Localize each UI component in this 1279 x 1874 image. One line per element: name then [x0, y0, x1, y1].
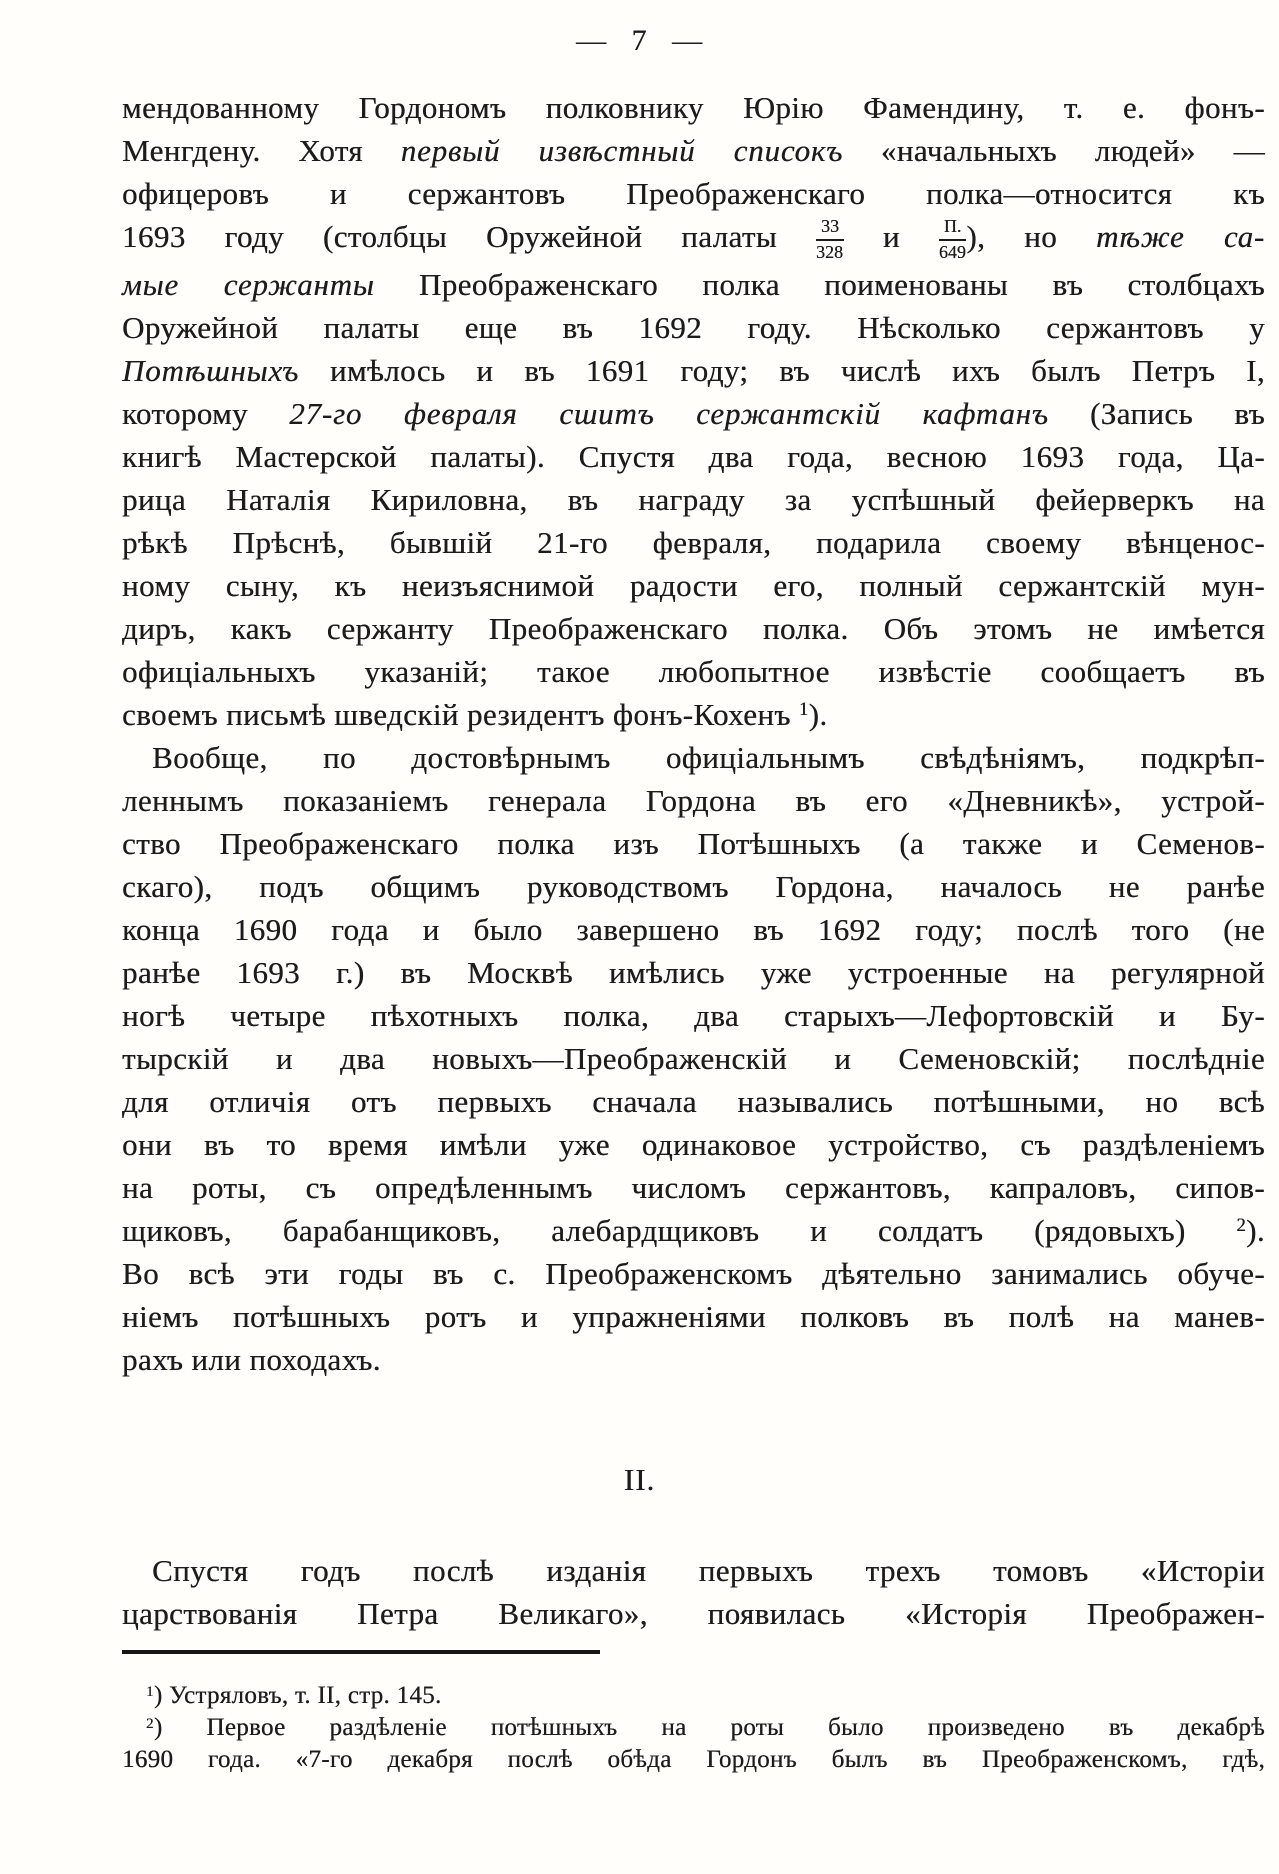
text-run: рица Наталія Кириловна, въ награду за успѣшный фейерверкъ на: [122, 481, 1265, 517]
text-run: ство Преображенскаго полка изъ Потѣшныхъ (а также и Семенов-: [122, 825, 1265, 861]
paragraph: [122, 736, 1265, 1381]
text-run: 1690 года. «7-го декабря послѣ обѣда Гордонъ былъ въ Преображенскомъ, гдѣ,: [122, 1746, 1265, 1773]
footnote-marker: 1: [146, 1683, 154, 1700]
text-line: [122, 1123, 1265, 1166]
text-line: [122, 1744, 1265, 1776]
italic-text: первый извѣстный списокъ: [400, 133, 844, 168]
text-line: [122, 349, 1265, 392]
text-line: [122, 1080, 1265, 1123]
text-line: [122, 1166, 1265, 1209]
paragraph: [122, 1712, 1265, 1776]
text-line: [122, 650, 1265, 693]
text-run: ), но: [966, 219, 1097, 254]
main-text: [122, 86, 1265, 1381]
text-line: [122, 521, 1265, 564]
text-run: 1693 году (столбцы Оружейной палаты: [122, 219, 816, 254]
text-run: ранѣе 1693 г.) въ Москвѣ имѣлись уже устроенные на регулярной: [122, 954, 1265, 990]
text-run: скаго), подъ общимъ руководствомъ Гордона, началось не ранѣе: [122, 868, 1265, 904]
footnote-divider: [122, 1650, 600, 1654]
text-line: [122, 779, 1265, 822]
text-line: [122, 736, 1265, 779]
text-run: Во всѣ эти годы въ с. Преображенскомъ дѣятельно занимались обуче-: [122, 1255, 1265, 1291]
italic-text: тѣже са-: [1096, 219, 1265, 254]
footnote-marker: 2: [146, 1715, 154, 1732]
text-run: ному сыну, къ неизъяснимой радости его, полный сержантскій мун-: [122, 567, 1265, 603]
text-run: леннымъ показаніемъ генерала Гордона въ его «Дневникѣ», устрой-: [122, 782, 1265, 818]
italic-text: мые сержанты: [122, 266, 375, 302]
footnote-marker: 2: [1236, 1215, 1247, 1237]
text-line: [122, 607, 1265, 650]
text-line: [122, 215, 1265, 263]
footnotes: [122, 1680, 1265, 1776]
text-line: [122, 172, 1265, 215]
text-line: [122, 1592, 1265, 1635]
text-run: «начальныхъ людей» —: [843, 133, 1266, 168]
paragraph: [122, 86, 1265, 736]
text-run: диръ, какъ сержанту Преображенскаго полка. Объ этомъ не имѣется: [122, 610, 1265, 646]
archive-column-fraction: $\frac{П.}{649}$: [938, 216, 966, 262]
paragraph: [122, 1549, 1265, 1635]
text-line: [122, 908, 1265, 951]
text-run: ногѣ четыре пѣхотныхъ полка, два старыхъ—Лефортовскій и Бу-: [122, 997, 1265, 1033]
text-run: царствованія Петра Великаго», появилась «Исторія Преображен-: [122, 1596, 1265, 1631]
text-line: [122, 435, 1265, 478]
text-run: книгѣ Мастерской палаты). Спустя два года, весною 1693 года, Ца-: [122, 438, 1265, 474]
text-line: [122, 306, 1265, 349]
text-line: [122, 263, 1265, 306]
italic-text: Потѣшныхъ: [122, 352, 300, 388]
footnote-marker: 1: [798, 699, 809, 721]
text-line: [122, 1712, 1265, 1744]
text-run: ).: [1246, 1212, 1265, 1248]
text-run: мендованному Гордономъ полковнику Юрію Фамендину, т. е. фонъ-: [122, 90, 1265, 125]
text-run: Преображенскаго полка поименованы въ столбцахъ: [374, 266, 1265, 302]
text-line: [122, 994, 1265, 1037]
text-run: Оружейной палаты еще въ 1692 году. Нѣсколько сержантовъ у: [122, 309, 1265, 345]
page-number-header: — 7 —: [576, 24, 703, 57]
text-run: щиковъ, барабанщиковъ, алебардщиковъ и солдатъ (рядовыхъ): [122, 1212, 1237, 1248]
text-run: конца 1690 года и было завершено въ 1692 году; послѣ того (не: [122, 911, 1265, 947]
text-run: ).: [808, 696, 828, 732]
text-line: [122, 86, 1265, 129]
text-run: ніемъ потѣшныхъ ротъ и упражненіями полковъ въ полѣ на манев-: [122, 1298, 1265, 1334]
text-run: Менгдену. Хотя: [122, 133, 401, 168]
italic-text: 27-го февраля сшитъ сержантскій кафтанъ: [289, 395, 1049, 431]
text-run: на роты, съ опредѣленнымъ числомъ сержантовъ, капраловъ, сипов-: [122, 1169, 1265, 1205]
text-line: [122, 1680, 1265, 1712]
text-run: имѣлось и въ 1691 году; въ числѣ ихъ былъ Петръ I,: [299, 352, 1265, 388]
text-line: [122, 822, 1265, 865]
text-line: [122, 1252, 1265, 1295]
text-run: Спустя годъ послѣ изданія первыхъ трехъ томовъ «Исторіи: [152, 1553, 1265, 1588]
text-line: [122, 1549, 1265, 1592]
text-line: [122, 1295, 1265, 1338]
text-run: рахъ или походахъ.: [122, 1341, 381, 1377]
text-line: [122, 1338, 1265, 1381]
text-run: Вообще, по достовѣрнымъ офиціальнымъ свѣдѣніямъ, подкрѣп-: [152, 739, 1265, 775]
text-run: (Запись въ: [1048, 395, 1266, 431]
text-line: [122, 865, 1265, 908]
text-line: [122, 478, 1265, 521]
text-run: офиціальныхъ указаній; такое любопытное извѣстіе сообщаетъ въ: [122, 653, 1265, 689]
text-run: ) Первое раздѣленіе потѣшныхъ на роты было произведено въ декабрѣ: [153, 1714, 1265, 1741]
paragraph: [122, 1680, 1265, 1712]
section-heading: II.: [623, 1462, 656, 1497]
text-run: офицеровъ и сержантовъ Преображенскаго полка—относится къ: [122, 176, 1265, 211]
text-line: [122, 129, 1265, 172]
text-run: для отличія отъ первыхъ сначала назывались потѣшными, но всѣ: [122, 1083, 1265, 1119]
text-run: и: [843, 219, 939, 254]
text-line: [122, 693, 1265, 736]
section-text: [122, 1549, 1265, 1635]
archive-column-fraction: $\frac{33}{328}$: [816, 216, 843, 262]
text-run: они въ то время имѣли уже одинаковое устройство, съ раздѣленіемъ: [122, 1126, 1265, 1162]
text-run: которому: [122, 395, 290, 431]
text-run: тырскій и два новыхъ—Преображенскій и Семеновскій; послѣдніе: [122, 1040, 1265, 1076]
text-line: [122, 392, 1265, 435]
text-run: своемъ письмѣ шведскій резидентъ фонъ-Кохенъ: [122, 696, 799, 732]
text-run: ) Устряловъ, т. II, стр. 145.: [153, 1682, 442, 1709]
text-line: [122, 1037, 1265, 1080]
text-line: [122, 564, 1265, 607]
text-line: [122, 951, 1265, 994]
text-run: рѣкѣ Прѣснѣ, бывшій 21-го февраля, подарила своему вѣнценос-: [122, 524, 1265, 560]
text-line: [122, 1209, 1265, 1252]
